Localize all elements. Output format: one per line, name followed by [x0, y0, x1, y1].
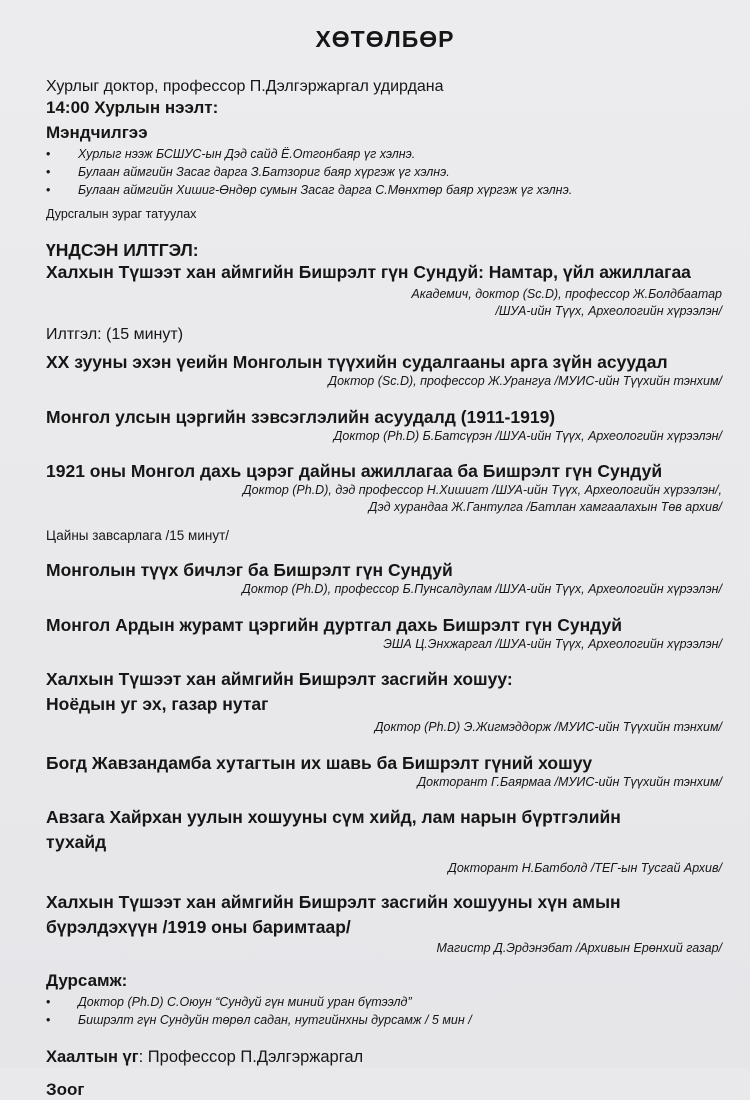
main-report-title: Халхын Түшээт хан аймгийн Бишрэлт гүн Сундуй: Намтар, үйл ажиллагаа	[46, 262, 691, 282]
tea-break: Цайны завсарлага /15 минут/	[46, 528, 230, 543]
closing-line	[46, 1047, 724, 1067]
report-title: Халхын Түшээт хан аймгийн Бишрэлт засгийн хошууны хүн амын	[46, 891, 621, 912]
list-item: • Доктор (Ph.D) С.Оюун “Сундуй гүн миний уран бүтээлд”	[46, 993, 724, 1011]
moderator-line: Хурлыг доктор, профессор П.Дэлгэржаргал удирдана	[46, 78, 444, 95]
greeting-heading: Мэндчилгээ	[46, 123, 148, 142]
report-title: тухайд	[46, 832, 107, 852]
report-item	[46, 406, 724, 445]
list-item: • Булаан аймгийн Засаг дарга З.Батзориг баяр хүргэж үг хэлнэ.	[46, 163, 724, 181]
closing-text: : Профессор П.Дэлгэржаргал	[138, 1048, 364, 1066]
report-author: Доктор (Ph.D) Б.Батсүрэн /ШУА-ийн Түүх, Археологийн хүрээлэн/	[333, 428, 722, 443]
report-author: Доктор (Ph.D), профессор Б.Пунсалдулам /ШУА-ийн Түүх, Археологийн хүрээлэн/	[242, 582, 722, 596]
report-author: Докторант Г.Баярмаа /МУИС-ийн Түүхийн тэнхим/	[417, 774, 722, 789]
report-author: Доктор (Ph.D) Э.Жигмэддорж /МУИС-ийн Түүхийн тэнхим/	[374, 720, 722, 734]
greeting-list	[46, 145, 724, 199]
report-item	[46, 460, 724, 515]
report-item	[46, 559, 724, 598]
opening-time: 14:00 Хурлын нээлт:	[46, 98, 219, 117]
lunch-line: Зоог	[46, 1080, 85, 1099]
main-report-heading: ҮНДСЭН ИЛТГЭЛ:	[46, 240, 199, 260]
report-title: Богд Жавзандамба хутагтын их шавь ба Бишрэлт гүний хошуу	[46, 752, 593, 773]
report-author: Доктор (Ph.D), дэд профессор Н.Хишигт /ШУА-ийн Түүх, Археологийн хүрээлэн/,	[242, 483, 722, 497]
report-title: Ноёдын уг эх, газар нутаг	[46, 694, 269, 714]
report-item	[46, 806, 724, 877]
report-author: Докторант Н.Батболд /ТЕГ-ын Тусгай Архив/	[448, 861, 722, 875]
reports-note: Илтгэл: (15 минут)	[46, 326, 184, 343]
report-author: Магистр Д.Эрдэнэбат /Архивын Ерөнхий газар/	[436, 940, 722, 955]
list-item: • Бишрэлт гүн Сундуйн төрөл садан, нутгийнхны дурсамж / 5 мин /	[46, 1011, 724, 1029]
main-report-author: Академич, доктор (Sc.D), профессор Ж.Болдбаатар	[411, 287, 722, 301]
list-item: • Хурлыг нээж БСШУС-ын Дэд сайд Ё.Отгонбаяр үг хэлнэ.	[46, 145, 724, 163]
memoirs-list	[46, 993, 724, 1029]
list-item: • Булаан аймгийн Хишиг-Өндөр сумын Засаг дарга С.Мөнхтөр баяр хүргэж үг хэлнэ.	[46, 181, 724, 199]
report-item	[46, 891, 724, 957]
memoirs-heading: Дурсамж:	[46, 971, 128, 990]
closing-label: Хаалтын үг	[46, 1048, 139, 1066]
report-title: 1921 оны Монгол дахь цэрэг дайны ажиллагаа ба Бишрэлт гүн Сундуй	[46, 461, 663, 481]
page-title: ХӨТӨЛБӨР	[315, 26, 455, 52]
report-title: Авзага Хайрхан уулын хошууны сүм хийд, лам нарын бүртгэлийн	[46, 807, 621, 827]
report-title: Халхын Түшээт хан аймгийн Бишрэлт засгийн хошуу:	[46, 669, 513, 689]
photo-line: Дурсгалын зураг татуулах	[46, 207, 197, 221]
report-item	[46, 752, 724, 791]
report-item	[46, 668, 724, 736]
report-item	[46, 614, 724, 653]
report-title: XX зууны эхэн үеийн Монголын түүхийн судалгааны арга зүйн асуудал	[46, 352, 668, 372]
main-report-affiliation: /ШУА-ийн Түүх, Археологийн хүрээлэн/	[495, 303, 722, 318]
report-author: Доктор (Sc.D), профессор Ж.Урангуа /МУИС-ийн Түүхийн тэнхим/	[328, 374, 722, 388]
report-title: Монгол Ардын журамт цэргийн дуртгал дахь Бишрэлт гүн Сундуй	[46, 614, 622, 635]
report-author: Дэд хурандаа Ж.Гантулга /Батлан хамгаалахын Төв архив/	[368, 499, 722, 514]
report-title: Монголын түүх бичлэг ба Бишрэлт гүн Сундуй	[46, 560, 453, 580]
report-item	[46, 351, 724, 390]
report-title: бүрэлдэхүүн /1919 оны баримтаар/	[46, 916, 351, 937]
report-author: ЭША Ц.Энхжаргал /ШУА-ийн Түүх, Археологийн хүрээлэн/	[383, 636, 722, 651]
report-title: Монгол улсын цэргийн зэвсэглэлийн асуудалд (1911-1919)	[46, 406, 556, 427]
